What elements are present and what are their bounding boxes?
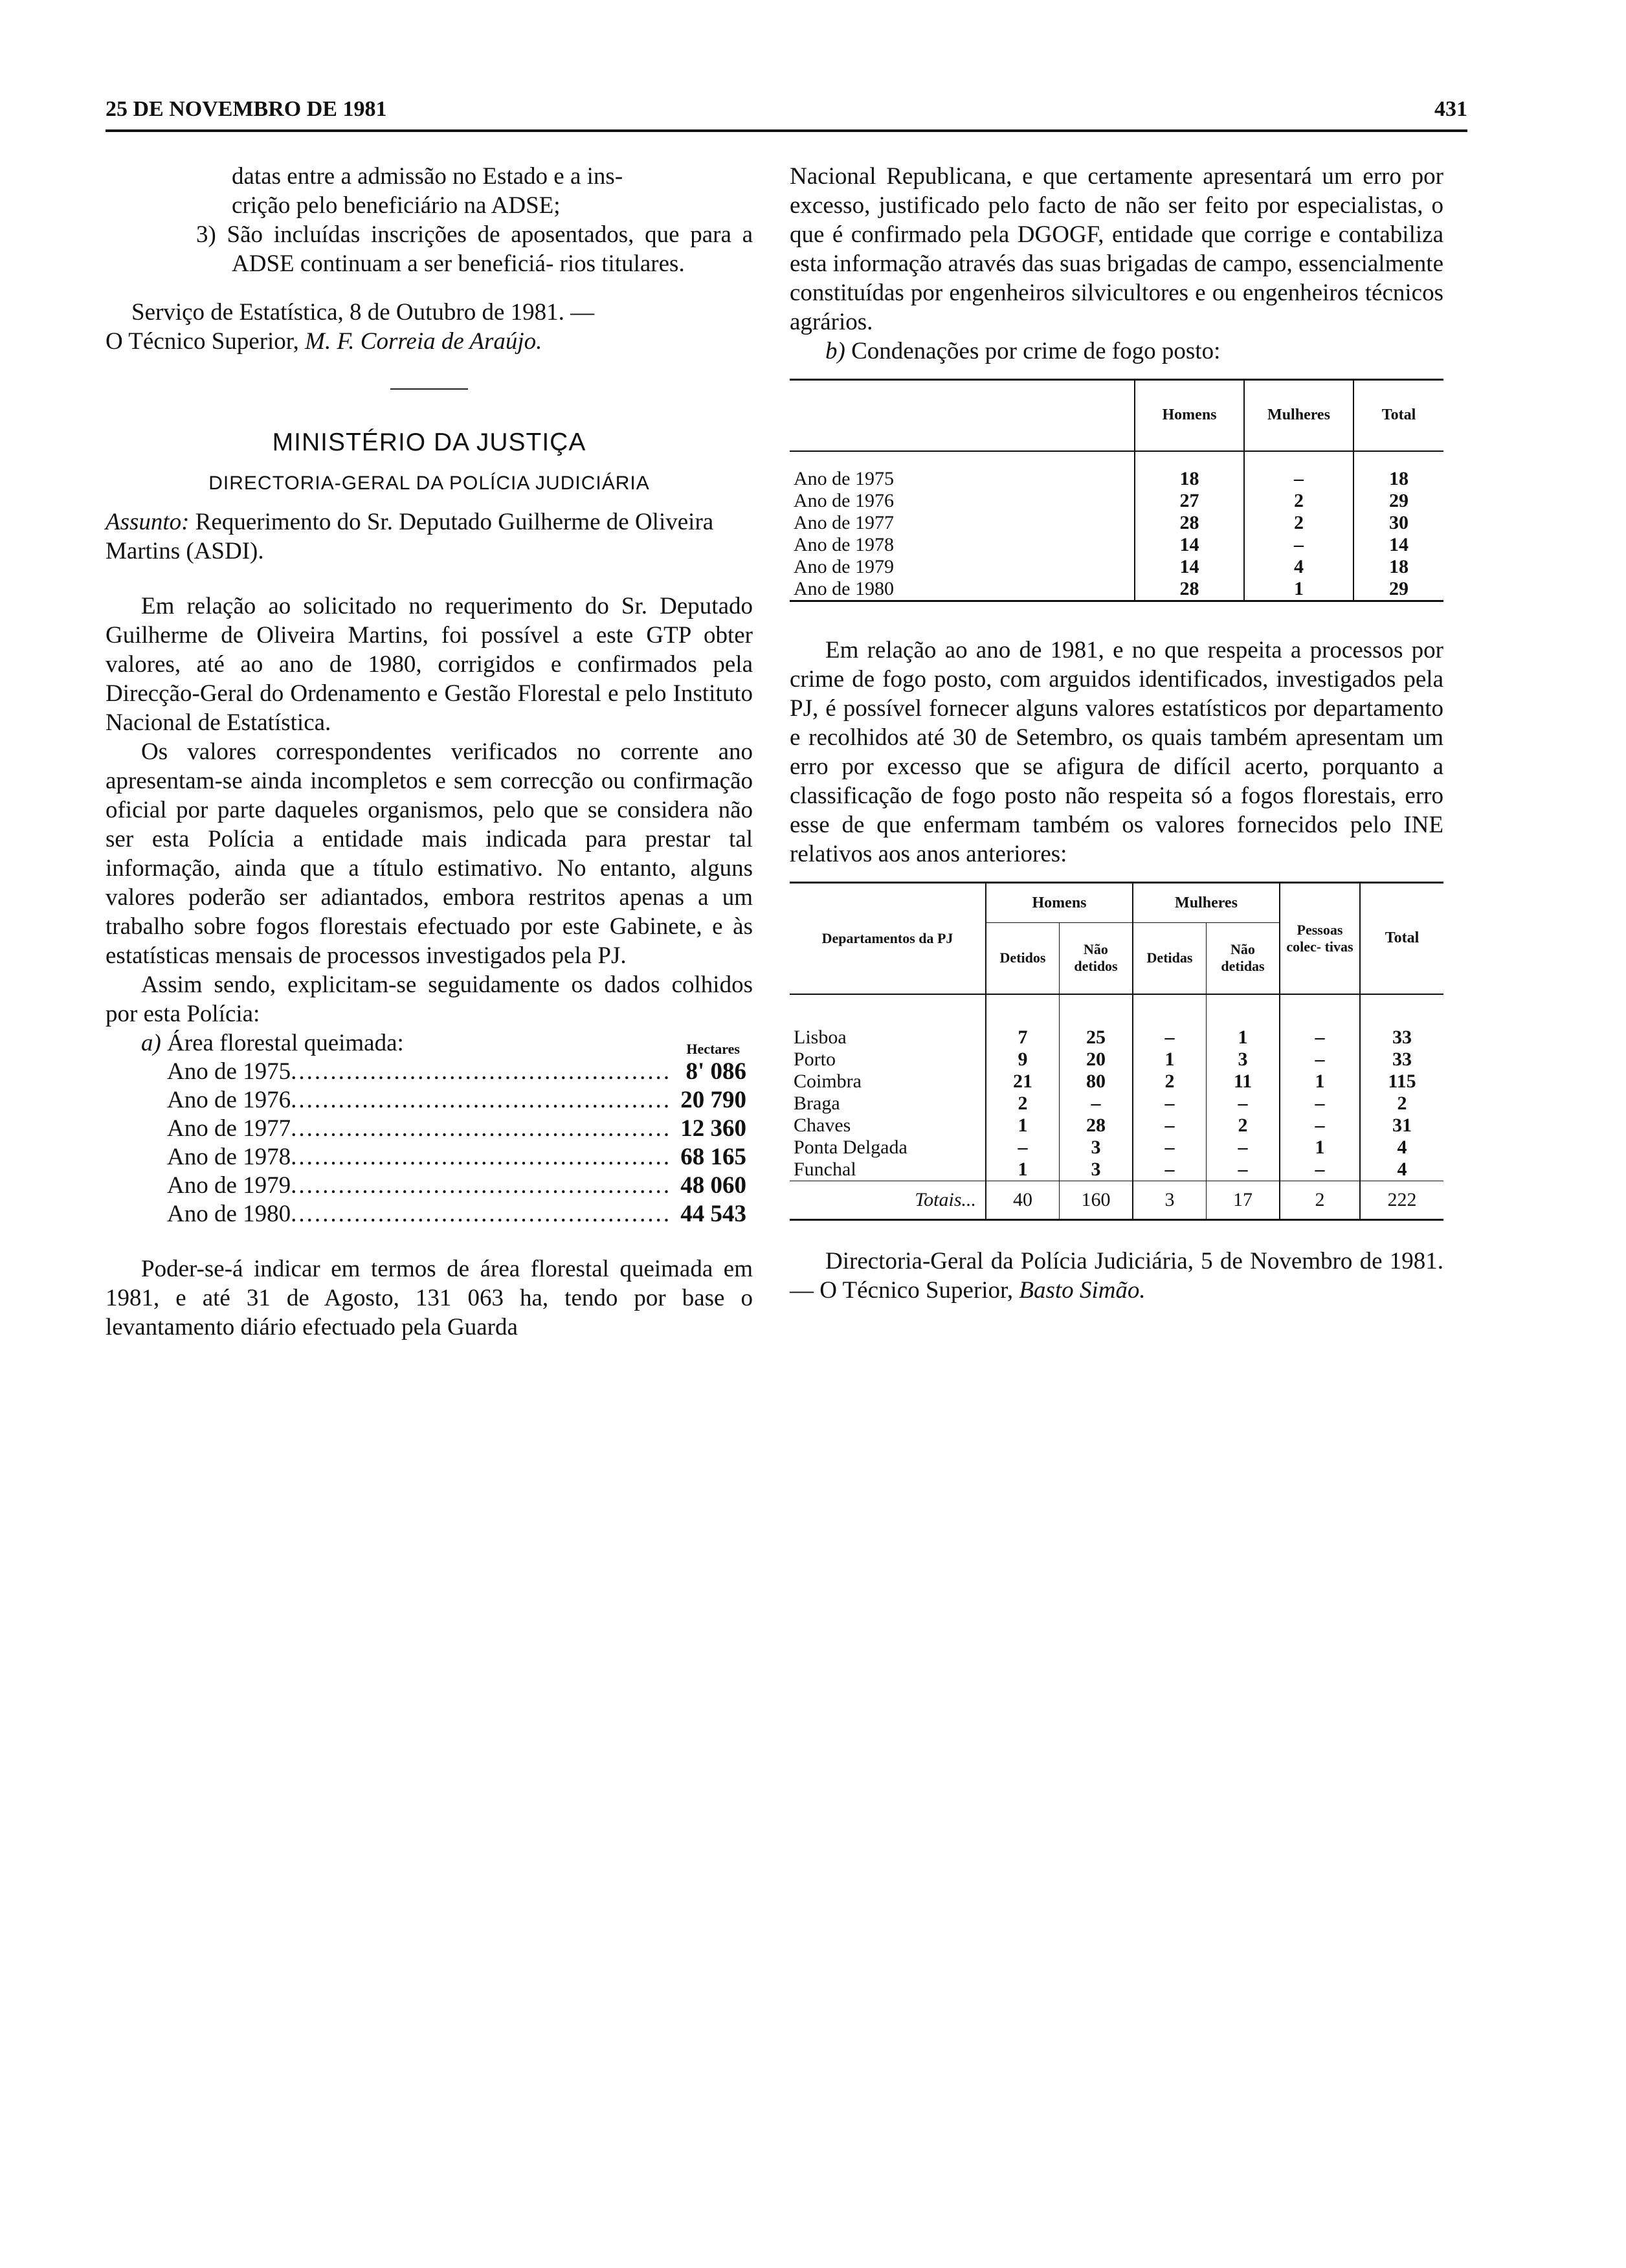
col-header-nao-detidas: Não detidas: [1207, 923, 1280, 994]
cell-value: 2: [1360, 1093, 1443, 1115]
cell-value: 1: [986, 1159, 1060, 1181]
table-row: [790, 578, 1443, 601]
cell-value: –: [1244, 451, 1353, 490]
cell-value: –: [1280, 1093, 1360, 1115]
col-header-detidos: Detidos: [986, 923, 1060, 994]
item-a-row: [106, 1028, 753, 1058]
cell-value: 11: [1207, 1071, 1280, 1093]
table-row: [790, 1049, 1443, 1071]
cell-value: –: [1244, 534, 1353, 556]
cell-value: –: [1280, 1027, 1360, 1049]
table-row: [790, 1071, 1443, 1093]
col-header-homens: Homens: [1135, 380, 1244, 451]
col-header-pessoas-colectivas: Pessoas colec- tivas: [1280, 883, 1360, 994]
cell-value: –: [1280, 1159, 1360, 1181]
cell-value: –: [986, 1137, 1060, 1159]
col-header-detidas: Detidas: [1133, 923, 1207, 994]
right-column: [790, 162, 1443, 1305]
department-name: Lisboa: [794, 1026, 847, 1048]
area-list: [106, 1058, 753, 1228]
cell-value: 2: [986, 1093, 1060, 1115]
area-row: [167, 1143, 746, 1172]
cell-value: 20: [1060, 1049, 1133, 1071]
row-label: Ano de 1980: [794, 577, 894, 599]
header-rule: [106, 129, 1467, 132]
area-value: 48 060: [680, 1172, 746, 1199]
cell-value: 33: [1360, 1027, 1443, 1049]
item-b: [790, 337, 1443, 366]
area-year: Ano de 1975: [167, 1058, 291, 1085]
cell-value: 28: [1135, 512, 1244, 534]
total-value: 160: [1060, 1181, 1133, 1219]
continued-text-line1: datas entre a admissão no Estado e a ins-: [232, 163, 623, 190]
area-year: Ano de 1979: [167, 1172, 291, 1199]
cell-value: –: [1133, 1027, 1207, 1049]
paragraph-4: Poder-se-á indicar em termos de área florestal queimada em 1981, e até 31 de Agosto, 131 063 ha, tendo por base o levantamento diário efectuado pela Guarda: [106, 1256, 753, 1340]
department-name: Funchal: [794, 1158, 856, 1180]
table-row: [790, 512, 1443, 534]
cell-value: 4: [1360, 1137, 1443, 1159]
cell-value: 2: [1133, 1071, 1207, 1093]
row-label: Ano de 1976: [794, 489, 894, 511]
paragraph-2: Os valores correspondentes verificados no corrente ano apresentam-se ainda incompletos e sem correcção ou confirmação oficial por parte daqueles organismos, pelo que se considera não ser esta Polícia a entidade mais indicada para prestar tal informação, ainda que a título estimativo. No entanto, alguns valores poderão ser adiantados, embora restritos apenas a um trabalho sobre fogos florestais efectuado por este Gabinete, e às estatísticas mensais de processos investigados pela PJ.: [106, 739, 753, 969]
left-column: [106, 162, 753, 1342]
cell-value: –: [1133, 1159, 1207, 1181]
item-a-label: a): [141, 1030, 161, 1056]
departments-table: [790, 882, 1443, 1221]
area-year: Ano de 1978: [167, 1144, 291, 1170]
col-header-homens: Homens: [986, 883, 1133, 923]
cell-value: 18: [1353, 556, 1443, 578]
paragraph-r1: Nacional Republicana, e que certamente apresentará um erro por excesso, justificado pelo facto de não ser feito por especialistas, o que é confirmado pela DGOGF, entidade que corrige e contabiliza esta informação através das suas brigadas de campo, essencialmente constituídas por engenheiros silvicultores e ou engenheiros técnicos agrários.: [790, 163, 1443, 335]
paragraph-1: Em relação ao solicitado no requerimento do Sr. Deputado Guilherme de Oliveira Martins, foi possível a este GTP obter valores, até ao ano de 1980, corrigidos e confirmados pela Direcção-Geral do Ordenamento e Gestão Florestal e pelo Instituto Nacional de Estatística.: [106, 593, 753, 736]
row-label: Ano de 1977: [794, 511, 894, 533]
page-number: 431: [1434, 97, 1467, 121]
cell-value: 1: [1207, 1027, 1280, 1049]
hectares-header: Hectares: [686, 1041, 740, 1057]
area-row: [167, 1115, 746, 1143]
subject-label: Assunto:: [106, 509, 190, 535]
cell-value: 29: [1353, 490, 1443, 512]
cell-value: –: [1207, 1137, 1280, 1159]
closing-signoff-name: Basto Simão.: [1019, 1276, 1146, 1304]
department-name: Braga: [794, 1092, 840, 1114]
cell-value: –: [1060, 1093, 1133, 1115]
row-label: Ano de 1978: [794, 533, 894, 555]
cell-value: 3: [1207, 1049, 1280, 1071]
department-name: Coimbra: [794, 1070, 862, 1092]
cell-value: 14: [1135, 534, 1244, 556]
cell-value: 28: [1060, 1115, 1133, 1137]
col-header-departamentos: Departamentos da PJ: [821, 929, 953, 946]
area-row: [167, 1086, 746, 1115]
row-label: Ano de 1979: [794, 555, 894, 577]
item-b-label: b): [825, 338, 845, 364]
leader-dots: [291, 1172, 669, 1200]
total-value: 222: [1360, 1181, 1443, 1219]
cell-value: 3: [1060, 1137, 1133, 1159]
cell-value: 4: [1244, 556, 1353, 578]
table-row: [790, 1137, 1443, 1159]
col-header-mulheres: Mulheres: [1133, 883, 1280, 923]
area-row: [167, 1058, 746, 1086]
cell-value: 33: [1360, 1049, 1443, 1071]
cell-value: 25: [1060, 1027, 1133, 1049]
col-header-mulheres: Mulheres: [1244, 380, 1353, 451]
item-a-text: Área florestal queimada:: [167, 1030, 404, 1056]
cell-value: 115: [1360, 1071, 1443, 1093]
cell-value: –: [1133, 1093, 1207, 1115]
cell-value: 3: [1060, 1159, 1133, 1181]
table-row: [790, 556, 1443, 578]
col-header-total: Total: [1360, 883, 1443, 994]
cell-value: 21: [986, 1071, 1060, 1093]
continued-text-line2: crição pelo beneficiário na ADSE;: [232, 192, 561, 219]
area-value: 44 543: [680, 1201, 746, 1227]
table-row: [790, 451, 1443, 490]
totals-row: [790, 1181, 1443, 1219]
cell-value: 1: [1280, 1071, 1360, 1093]
area-value: 20 790: [680, 1087, 746, 1113]
cell-value: 14: [1353, 534, 1443, 556]
item-b-text: Condenações por crime de fogo posto:: [851, 338, 1221, 364]
area-year: Ano de 1976: [167, 1087, 291, 1113]
table-row: [790, 534, 1443, 556]
department-name: Ponta Delgada: [794, 1136, 908, 1158]
cell-value: 18: [1353, 451, 1443, 490]
leader-dots: [291, 1058, 669, 1086]
directorate-title: DIRECTORIA-GERAL DA POLÍCIA JUDICIÁRIA: [208, 472, 650, 494]
department-name: Porto: [794, 1048, 836, 1070]
ministry-title: MINISTÉRIO DA JUSTIÇA: [272, 428, 586, 456]
signoff-line1: Serviço de Estatística, 8 de Outubro de 1981. —: [131, 299, 595, 326]
cell-value: 9: [986, 1049, 1060, 1071]
total-value: 2: [1280, 1181, 1360, 1219]
cell-value: 14: [1135, 556, 1244, 578]
cell-value: 1: [1244, 578, 1353, 601]
col-header-total: Total: [1353, 380, 1443, 451]
area-year: Ano de 1977: [167, 1115, 291, 1142]
leader-dots: [291, 1086, 669, 1115]
cell-value: 2: [1244, 490, 1353, 512]
signoff-title: O Técnico Superior,: [106, 328, 299, 355]
cell-value: 27: [1135, 490, 1244, 512]
leader-dots: [291, 1115, 669, 1143]
leader-dots: [291, 1143, 669, 1172]
area-year: Ano de 1980: [167, 1201, 291, 1227]
header-date: 25 DE NOVEMBRO DE 1981: [106, 97, 387, 121]
cell-value: 1: [1280, 1137, 1360, 1159]
list-item-3: 3) São incluídas inscrições de aposentados, que para a ADSE continuam a ser beneficiá- rios titulares.: [196, 221, 753, 277]
cell-value: 4: [1360, 1159, 1443, 1181]
paragraph-r2: Em relação ao ano de 1981, e no que respeita a processos por crime de fogo posto, com arguidos identificados, investigados pela PJ, é possível fornecer alguns valores estatísticos por departamento e recolhidos até 30 de Setembro, os quais também apresentam um erro por excesso que se afigura de difícil acerto, porquanto a classificação de fogo posto não respeita só a fogos florestais, erro esse de que enfermam também os valores fornecidos pelo INE relativos aos anos anteriores:: [790, 637, 1443, 867]
subject-text: Requerimento do Sr. Deputado Guilherme de Oliveira Martins (ASDI).: [106, 509, 714, 564]
table-row: [790, 490, 1443, 512]
department-name: Chaves: [794, 1114, 851, 1136]
col-header-nao-detidos: Não detidos: [1060, 923, 1133, 994]
cell-value: 30: [1353, 512, 1443, 534]
closing-signoff-text: Directoria-Geral da Polícia Judiciária, 5 de Novembro de 1981. — O Técnico Superior,: [790, 1247, 1443, 1304]
table-row: [790, 1093, 1443, 1115]
cell-value: 2: [1207, 1115, 1280, 1137]
page-header: [106, 97, 1467, 126]
cell-value: 2: [1244, 512, 1353, 534]
leader-dots: [291, 1200, 669, 1228]
convictions-table: [790, 379, 1443, 603]
total-value: 3: [1133, 1181, 1207, 1219]
cell-value: 31: [1360, 1115, 1443, 1137]
cell-value: 80: [1060, 1071, 1133, 1093]
area-row: [167, 1172, 746, 1200]
area-value: 12 360: [680, 1115, 746, 1142]
cell-value: 1: [1133, 1049, 1207, 1071]
cell-value: –: [1133, 1115, 1207, 1137]
area-value: 8' 086: [685, 1058, 746, 1085]
item-a: [106, 1028, 686, 1058]
cell-value: –: [1133, 1137, 1207, 1159]
table-row: [790, 1027, 1443, 1049]
total-value: 40: [986, 1181, 1060, 1219]
signoff-name: M. F. Correia de Araújo.: [305, 328, 542, 355]
cell-value: 7: [986, 1027, 1060, 1049]
table-row: [790, 1159, 1443, 1181]
cell-value: 29: [1353, 578, 1443, 601]
totals-label: Totais...: [915, 1188, 976, 1210]
area-row: [167, 1200, 746, 1228]
table-row: [790, 1115, 1443, 1137]
cell-value: –: [1207, 1093, 1280, 1115]
cell-value: –: [1280, 1115, 1360, 1137]
paragraph-3: Assim sendo, explicitam-se seguidamente os dados colhidos por esta Polícia:: [106, 972, 753, 1027]
cell-value: 28: [1135, 578, 1244, 601]
total-value: 17: [1207, 1181, 1280, 1219]
cell-value: 18: [1135, 451, 1244, 490]
signoff-line2: [106, 327, 753, 356]
row-label: Ano de 1975: [794, 467, 894, 489]
subject-line: [106, 507, 753, 566]
cell-value: 1: [986, 1115, 1060, 1137]
cell-value: –: [1280, 1049, 1360, 1071]
cell-value: –: [1207, 1159, 1280, 1181]
closing-signoff: [790, 1247, 1443, 1305]
area-value: 68 165: [680, 1144, 746, 1170]
